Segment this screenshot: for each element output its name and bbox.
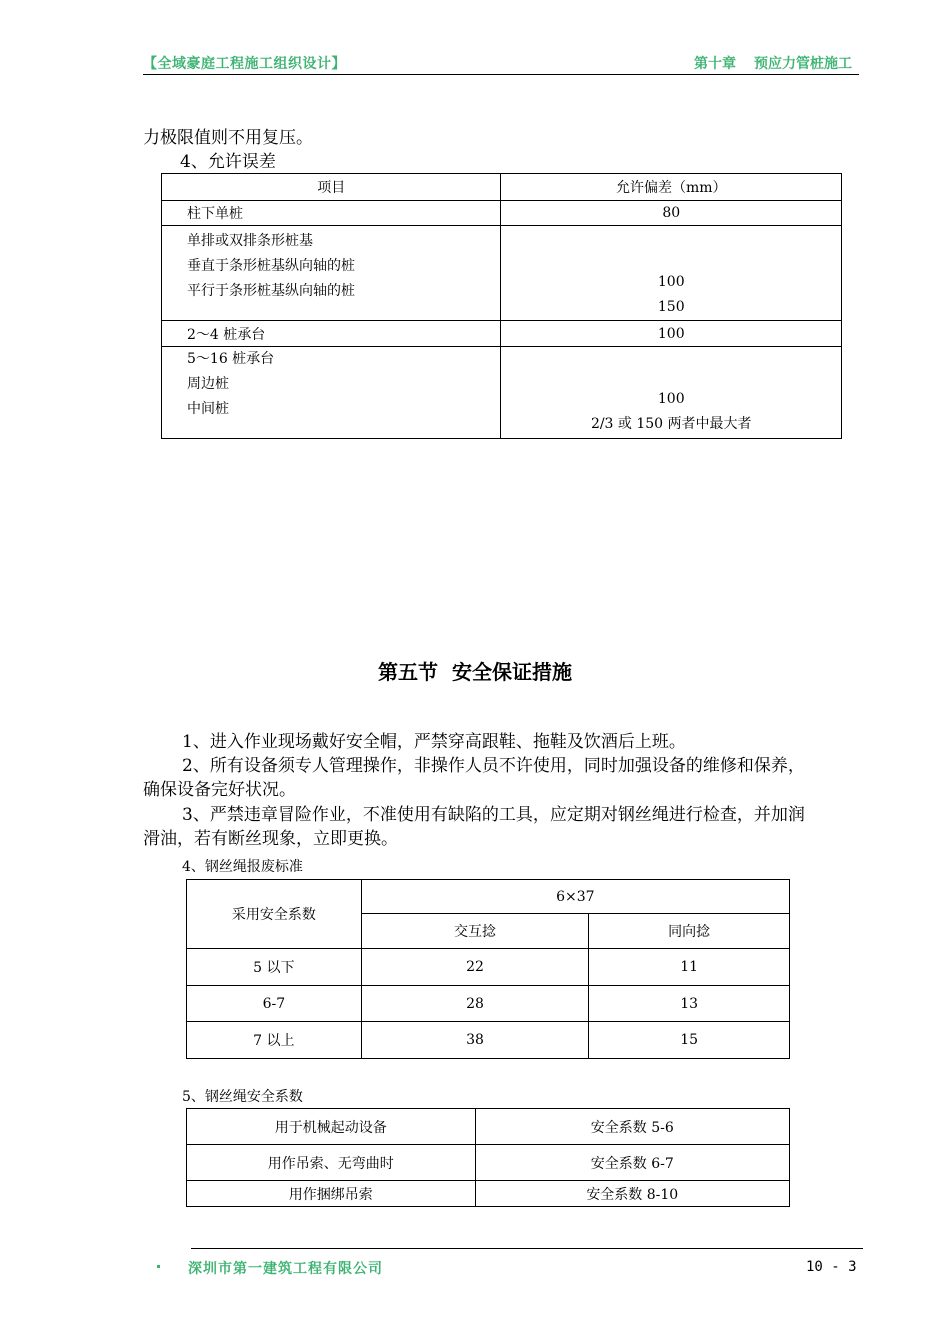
rope-scrap-table	[186, 879, 790, 1059]
table-cell: 28	[361, 986, 589, 1022]
header-document-title: 【全域豪庭工程施工组织设计】	[143, 56, 346, 72]
table-cell: 5 以下	[187, 949, 362, 986]
header-chapter-number: 第十章	[694, 56, 736, 72]
footer-bullet-icon	[157, 1265, 160, 1268]
table-cell: 7 以上	[187, 1022, 362, 1059]
table-row	[187, 1181, 790, 1207]
section-title	[0, 656, 950, 685]
header-chapter-title: 预应力管桩施工	[754, 56, 852, 72]
table-cell: 6-7	[187, 986, 362, 1022]
item-line: 周边桩	[187, 376, 229, 392]
item-line: 垂直于条形桩基纵向轴的桩	[187, 258, 355, 274]
rope-table-caption: 4、钢丝绳报废标准	[182, 859, 303, 875]
table-header-cell: 允许偏差（mm）	[501, 174, 842, 201]
table-cell	[501, 226, 842, 321]
allowed-error-heading: 4、允许误差	[180, 152, 276, 172]
value-line: 100	[657, 391, 685, 407]
table-header-cell: 项目	[162, 174, 501, 201]
intro-line: 力极限值则不用复压。	[143, 128, 313, 148]
footer-divider	[191, 1248, 863, 1249]
table-cell: 22	[361, 949, 589, 986]
table-cell: 安全系数 8-10	[475, 1181, 789, 1207]
header-chapter	[694, 53, 852, 73]
table-cell: 安全系数 6-7	[475, 1145, 789, 1181]
table-cell	[501, 347, 842, 439]
safety-table-caption: 5、钢丝绳安全系数	[182, 1089, 303, 1105]
table-cell: 80	[501, 201, 842, 226]
item-line: 中间桩	[187, 401, 229, 417]
table-cell: 13	[589, 986, 790, 1022]
paragraph-3-line-1: 3、严禁违章冒险作业，不准使用有缺陷的工具，应定期对钢丝绳进行检查，并加润	[182, 805, 805, 825]
table-row	[187, 1109, 790, 1145]
value-line: 100	[657, 274, 685, 290]
table-cell: 100	[501, 321, 842, 347]
table-row	[187, 1145, 790, 1181]
table-row	[162, 347, 842, 439]
table-header-cell: 同向捻	[589, 914, 790, 949]
item-line: 5～16 桩承台	[187, 351, 275, 367]
item-line: 平行于条形桩基纵向轴的桩	[187, 283, 355, 299]
table-cell: 2～4 桩承台	[162, 321, 501, 347]
table-row	[162, 226, 842, 321]
table-row	[187, 986, 790, 1022]
table-cell: 38	[361, 1022, 589, 1059]
table-cell	[162, 226, 501, 321]
page-number: 10 - 3	[806, 1259, 857, 1275]
value-line: 150	[657, 299, 685, 315]
paragraph-2-line-2: 确保设备完好状况。	[143, 780, 296, 800]
table-row	[162, 321, 842, 347]
table-header-cell: 采用安全系数	[187, 880, 362, 949]
table-header-cell: 6×37	[361, 880, 789, 914]
item-line: 单排或双排条形桩基	[187, 233, 313, 249]
table-cell: 用作捆绑吊索	[187, 1181, 476, 1207]
section-name: 安全保证措施	[452, 660, 572, 684]
section-number: 第五节	[378, 660, 438, 684]
table-cell: 用作吊索、无弯曲时	[187, 1145, 476, 1181]
paragraph-3-line-2: 滑油，若有断丝现象，立即更换。	[143, 829, 398, 849]
tolerance-table	[161, 173, 842, 439]
table-row	[187, 1022, 790, 1059]
table-cell: 安全系数 5-6	[475, 1109, 789, 1145]
table-row	[162, 201, 842, 226]
table-cell: 柱下单桩	[162, 201, 501, 226]
table-cell: 11	[589, 949, 790, 986]
table-row	[187, 949, 790, 986]
value-line: 2/3 或 150 两者中最大者	[590, 416, 752, 432]
safety-factor-table	[186, 1108, 790, 1207]
table-header-cell: 交互捻	[361, 914, 589, 949]
paragraph-1: 1、进入作业现场戴好安全帽，严禁穿高跟鞋、拖鞋及饮酒后上班。	[182, 732, 686, 752]
footer-company: 深圳市第一建筑工程有限公司	[188, 1261, 383, 1277]
table-cell: 用于机械起动设备	[187, 1109, 476, 1145]
table-cell	[162, 347, 501, 439]
paragraph-2-line-1: 2、所有设备须专人管理操作，非操作人员不许使用，同时加强设备的维修和保养，	[182, 756, 805, 776]
header-divider	[143, 74, 859, 75]
table-cell: 15	[589, 1022, 790, 1059]
